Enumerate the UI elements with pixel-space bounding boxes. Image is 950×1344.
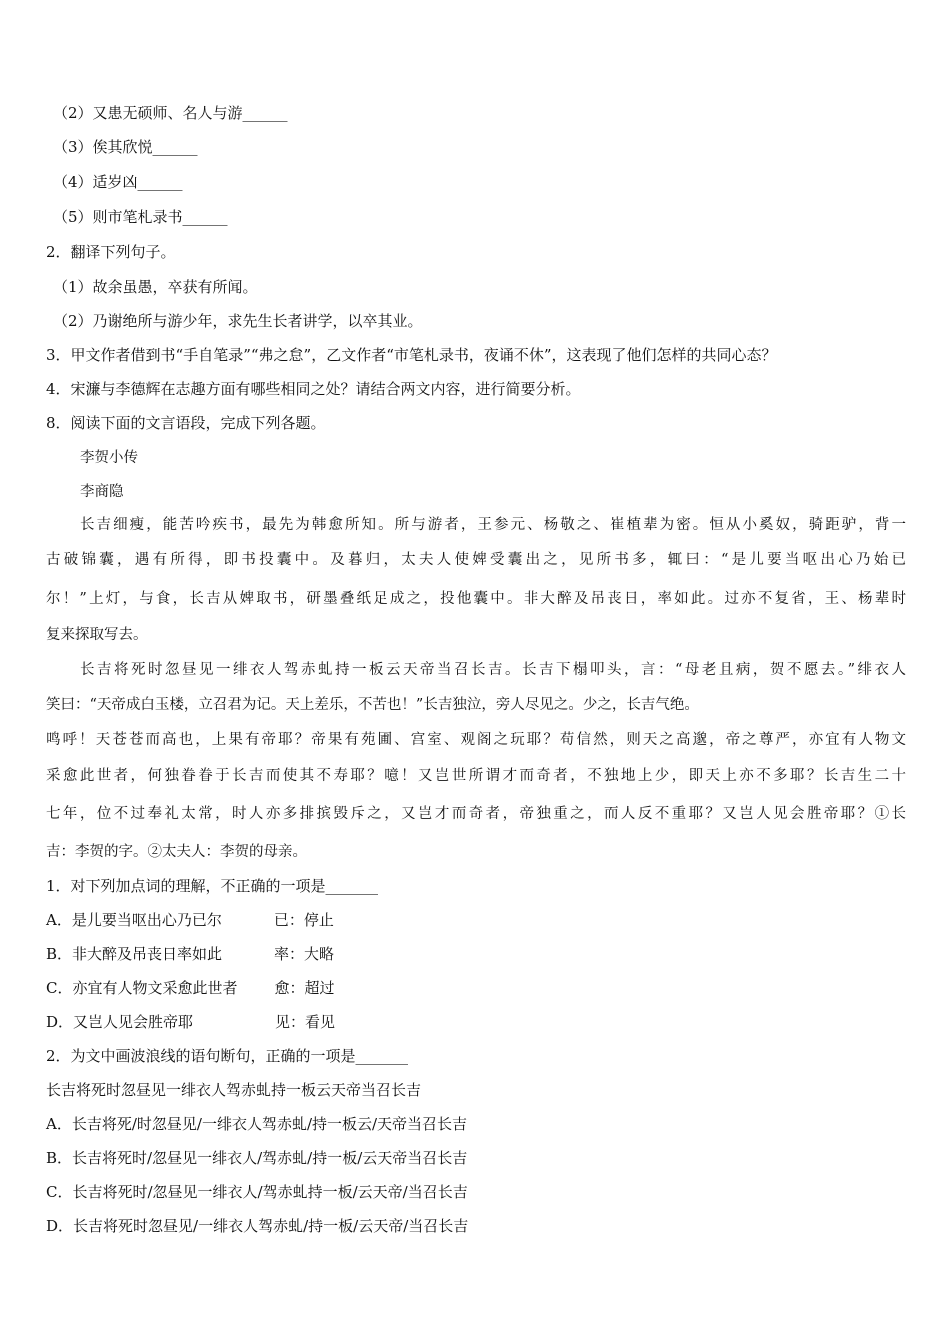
option-text: 又岂人见会胜帝耶 (73, 1013, 194, 1031)
question-4: 4．宋濂与李德辉在志趣方面有哪些相同之处？请结合两文内容，进行简要分析。 (46, 380, 581, 398)
option-text: 是儿要当呕出心乃已尔 (71, 911, 222, 929)
option-gloss: 愈：超过 (274, 979, 335, 997)
option-text: 非大醉及吊丧日率如此 (72, 945, 223, 963)
item-5-define: （5）则市笔札录书______ (53, 208, 228, 226)
q8-2-option-b (46, 1148, 467, 1168)
option-label: A． (46, 1115, 72, 1133)
para3-line-1: 鸣呼！天苍苍而高也，上果有帝耶？帝果有苑圃、宫室、观阁之玩耶？苟信然，则天之高邈，帝之尊严，亦宜有人物文 (46, 732, 906, 748)
option-label: C． (46, 979, 73, 997)
item-3-define: （3）俟其欣悦______ (53, 138, 198, 156)
option-text: 长吉将死时/忽昼见一绯衣人/驾赤虬/持一板/云天帝当召长吉 (72, 1149, 468, 1167)
option-text: 长吉将死/时忽昼见/一绯衣人驾赤虬/持一板云/天帝当召长吉 (71, 1115, 468, 1133)
para1-line-2: 古破锦囊，遇有所得，即书投囊中。及暮归，太夫人使婢受囊出之，见所书多，辄曰：“是儿要当呕出心乃始已 (46, 552, 906, 568)
option-gloss: 已：停止 (273, 911, 334, 929)
option-label: D． (46, 1217, 74, 1235)
translate-item-2: （2）乃谢绝所与游少年，求先生长者讲学，以卒其业。 (53, 312, 423, 330)
option-gloss: 率：大略 (274, 945, 335, 963)
question-2-title: 2．翻译下列句子。 (46, 243, 176, 261)
item-2-define: （2）又患无硕师、名人与游______ (53, 104, 288, 122)
passage-title: 李贺小传 (80, 450, 138, 466)
option-gloss: 见：看见 (275, 1013, 336, 1031)
q8-2-sentence: 长吉将死时忽昼见一绯衣人驾赤虬持一板云天帝当召长吉 (46, 1081, 422, 1099)
option-label: C． (46, 1183, 73, 1201)
para1-line-3: 尔！”上灯，与食，长吉从婢取书，研墨叠纸足成之，投他囊中。非大醉及吊丧日，率如此。过亦不复省，王、杨辈时 (46, 591, 906, 607)
q8-2-option-a (46, 1114, 467, 1134)
q8-1-stem: 1．对下列加点词的理解，不正确的一项是_______ (46, 877, 379, 895)
option-label: B． (46, 1149, 73, 1167)
option-text: 亦宜有人物文采愈此世者 (72, 979, 238, 997)
option-label: B． (46, 945, 73, 963)
para3-line-4: 吉：李贺的字。②太夫人：李贺的母亲。 (46, 844, 307, 860)
q8-1-option-a (46, 910, 334, 930)
para1-line-4: 复来探取写去。 (46, 627, 148, 643)
para3-line-2: 采愈此世者，何独眷眷于长吉而使其不寿耶？噫！又岂世所谓才而奇者，不独地上少，即天上亦不多耶？长吉生二十 (46, 768, 906, 784)
option-label: A． (46, 911, 72, 929)
question-3: 3．甲文作者借到书“手自笔录”“弗之怠”，乙文作者“市笔札录书，夜诵不休”，这表现了他们怎样的共同心态？ (46, 346, 777, 364)
option-text: 长吉将死时/忽昼见一绯衣人/驾赤虬持一板/云天帝/当召长吉 (72, 1183, 468, 1201)
para1-line-1: 长吉细瘦，能苦吟疾书，最先为韩愈所知。所与游者，王参元、杨敬之、崔植辈为密。恒从小奚奴，骑距驴，背一 (80, 517, 906, 533)
q8-1-option-c (46, 978, 335, 998)
section-8-title: 8．阅读下面的文言语段，完成下列各题。 (46, 414, 326, 432)
q8-1-option-b (46, 944, 334, 964)
translate-item-1: （1）故余虽愚，卒获有所闻。 (53, 278, 258, 296)
q8-2-option-c (46, 1182, 468, 1202)
q8-1-option-d (46, 1012, 335, 1032)
option-text: 长吉将死时忽昼见/一绯衣人驾赤虬/持一板/云天帝/当召长吉 (73, 1217, 469, 1235)
para3-line-3: 七年，位不过奉礼太常，时人亦多排摈毁斥之，又岂才而奇者，帝独重之，而人反不重耶？又岂人见会胜帝耶？①长 (46, 806, 906, 822)
item-4-define: （4）适岁凶______ (53, 173, 183, 191)
option-label: D． (46, 1013, 74, 1031)
para2-line-1: 长吉将死时忽昼见一绯衣人驾赤虬持一板云天帝当召长吉。长吉下榻叩头，言：“母老且病，贺不愿去。”绯衣人 (80, 662, 906, 678)
passage-author: 李商隐 (80, 484, 124, 500)
q8-2-stem: 2．为文中画波浪线的语句断句，正确的一项是_______ (46, 1047, 409, 1065)
q8-2-option-d (46, 1216, 468, 1236)
para2-line-2: 笑曰：“天帝成白玉楼，立召君为记。天上差乐，不苦也！”长吉独泣，旁人尽见之。少之，长吉气绝。 (46, 697, 699, 713)
